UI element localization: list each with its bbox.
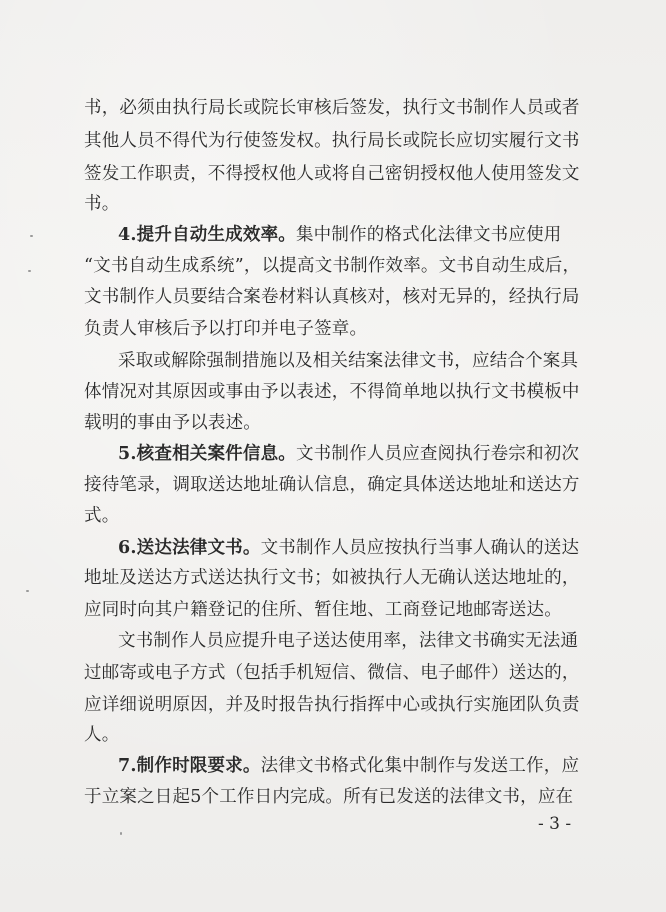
paragraph-line: 过邮寄或电子方式（包括手机短信、微信、电子邮件）送达的，	[84, 663, 580, 683]
paragraph-line: 人。	[84, 725, 120, 745]
section-text: 文书制作人员应查阅执行卷宗和初次	[295, 444, 580, 464]
section-heading-line	[118, 443, 594, 465]
section-heading-line	[118, 537, 594, 559]
page-number: - 3 -	[538, 814, 572, 834]
section-heading: 4.提升自动生成效率。	[118, 225, 296, 245]
paragraph-line: 式。	[84, 506, 120, 526]
paragraph-line: 体情况对其原因或事由予以表述，不得简单地以执行文书模板中	[84, 382, 580, 402]
paragraph-line: 其他人员不得代为行使签发权。执行局长或院长应切实履行文书	[84, 131, 580, 151]
scan-speck	[28, 270, 31, 272]
section-heading: 5.核查相关案件信息。	[118, 444, 296, 464]
paragraph-line: 书，必须由执行局长或院长审核后签发，执行文书制作人员或者	[84, 98, 580, 118]
paragraph-line: 采取或解除强制措施以及相关结案法律文书，应结合个案具	[118, 351, 579, 371]
paragraph-line: 应同时向其户籍登记的住所、暂住地、工商登记地邮寄送达。	[84, 600, 562, 620]
scan-speck	[26, 590, 29, 592]
paragraph-line: 文书制作人员要结合案卷材料认真核对，核对无异的，经执行局	[84, 287, 580, 307]
paragraph-line: 地址及送达方式送达执行文书；如被执行人无确认送达地址的，	[84, 568, 580, 588]
paragraph-line: “文书自动生成系统”，以提高文书制作效率。文书自动生成后，	[84, 256, 581, 276]
paragraph-line: 接待笔录，调取送达地址确认信息，确定具体送达地址和送达方	[84, 475, 580, 495]
paragraph-line: 文书制作人员应提升电子送达使用率，法律文书确实无法通	[118, 631, 579, 651]
scan-speck	[120, 832, 122, 835]
section-text: 法律文书格式化集中制作与发送工作，应	[260, 756, 580, 776]
section-text: 集中制作的格式化法律文书应使用	[295, 225, 562, 245]
section-heading-line	[118, 224, 594, 246]
paragraph-line: 书。	[84, 194, 120, 214]
paragraph-line: 于立案之日起5个工作日内完成。所有已发送的法律文书，应在	[84, 787, 574, 807]
paragraph-line: 载明的事由予以表述。	[84, 413, 261, 433]
scan-speck	[30, 235, 33, 237]
section-heading: 6.送达法律文书。	[118, 538, 261, 558]
section-text: 文书制作人员应按执行当事人确认的送达	[260, 538, 580, 558]
section-heading-line	[118, 755, 594, 777]
paragraph-line: 负责人审核后予以打印并电子签章。	[84, 319, 368, 339]
paragraph-line: 签发工作职责，不得授权他人或将自己密钥授权他人使用签发文	[84, 164, 580, 184]
paragraph-line: 应详细说明原因，并及时报告执行指挥中心或执行实施团队负责	[84, 695, 580, 715]
section-heading: 7.制作时限要求。	[118, 756, 261, 776]
